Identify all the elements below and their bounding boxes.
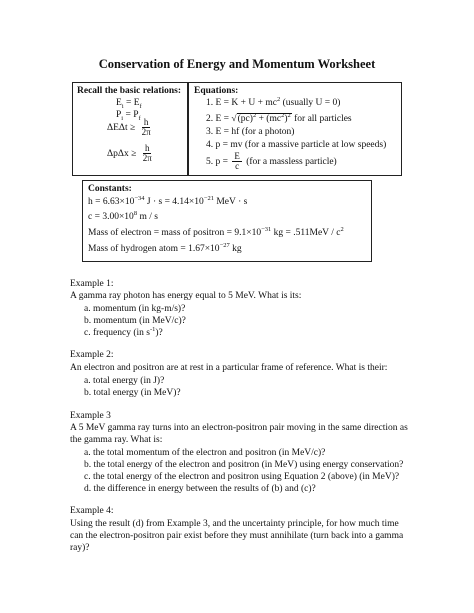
relation-momentum-position: ΔpΔx ≥ $\frac{h}{2\pi}$ bbox=[107, 143, 152, 164]
constant-speed-of-light: $c = 3.00\times 10^8$ m / s bbox=[88, 209, 158, 222]
example-3-item-c: c. the total energy of the electron and positron using Equation 2 (above) (in MeV)? bbox=[84, 472, 400, 482]
example-1-item-b: b. momentum (in MeV/c)? bbox=[84, 316, 186, 326]
example-2-item-b: b. total energy (in MeV)? bbox=[84, 388, 181, 398]
relation-energy: $E_i = E_f$ bbox=[116, 98, 142, 110]
example-2-title: Example 2: bbox=[70, 350, 114, 360]
example-4-title: Example 4: bbox=[70, 506, 114, 516]
constant-planck: $h = 6.63\times 10^{-34}$ $J \cdot s = 4.14\times 10^{-21}$ MeV · s bbox=[88, 194, 248, 207]
example-3-item-a: a. the total momentum of the electron and positron (in MeV/c)? bbox=[84, 448, 326, 458]
constant-hydrogen-mass: Mass of hydrogen atom = $1.67\times 10^{-27}$ kg bbox=[88, 241, 242, 254]
example-3-title: Example 3 bbox=[70, 411, 111, 421]
example-3-text-2: the gamma ray. What is: bbox=[70, 435, 163, 445]
constants-heading: Constants: bbox=[88, 184, 132, 194]
example-3-item-d: d. the difference in energy between the results of (b) and (c)? bbox=[84, 484, 316, 494]
relation-momentum: $P_i = P_f$ bbox=[116, 110, 141, 122]
example-1-item-a: a. momentum (in kg-m/s)? bbox=[84, 304, 186, 314]
equation-5: 5. p = $\frac{E}{c}$ (for a massless particle) bbox=[206, 151, 337, 172]
equation-2: 2. $E = √(pc)^2 + (mc^2)^2$ for all particles bbox=[206, 111, 352, 124]
constant-electron-mass: Mass of electron = mass of positron = $9.1\times 10^{-31}$ kg = $.511MeV / c^2$ bbox=[88, 225, 344, 238]
equation-3: 3. E = hf (for a photon) bbox=[206, 127, 295, 137]
equations-heading: Equations: bbox=[194, 86, 239, 96]
example-1-title: Example 1: bbox=[70, 279, 114, 289]
example-3-text-1: A 5 MeV gamma ray turns into an electron-positron pair moving in the same direction as bbox=[70, 423, 408, 433]
example-2-item-a: a. total energy (in J)? bbox=[84, 376, 165, 386]
page-title: Conservation of Energy and Momentum Worksheet bbox=[98, 57, 376, 71]
example-1-text: A gamma ray photon has energy equal to 5 MeV. What is its: bbox=[70, 291, 302, 301]
example-4-text-1: Using the result (d) from Example 3, and the uncertainty principle, for how much time bbox=[70, 519, 399, 529]
recall-heading: Recall the basic relations: bbox=[77, 86, 182, 96]
example-4-text-2: can the electron-positron pair exist before they must annihilate (turn back into a gamma bbox=[70, 531, 404, 541]
example-4-text-3: ray)? bbox=[70, 543, 90, 553]
equation-1: 1. $E = K + U + mc^2$ (usually U = 0) bbox=[206, 95, 341, 108]
example-3-item-b: b. the total energy of the electron and positron (in MeV) using energy conservation? bbox=[84, 460, 404, 470]
relation-energy-time: ΔEΔt ≥ $\frac{h}{2\pi}$ bbox=[107, 117, 151, 138]
example-1-item-c: c. frequency (in $s^{-1}$)? bbox=[84, 325, 163, 338]
equation-4: 4. p = mv (for a massive particle at low speeds) bbox=[206, 140, 387, 150]
example-2-text: An electron and positron are at rest in a particular frame of reference. What is their: bbox=[70, 363, 388, 373]
